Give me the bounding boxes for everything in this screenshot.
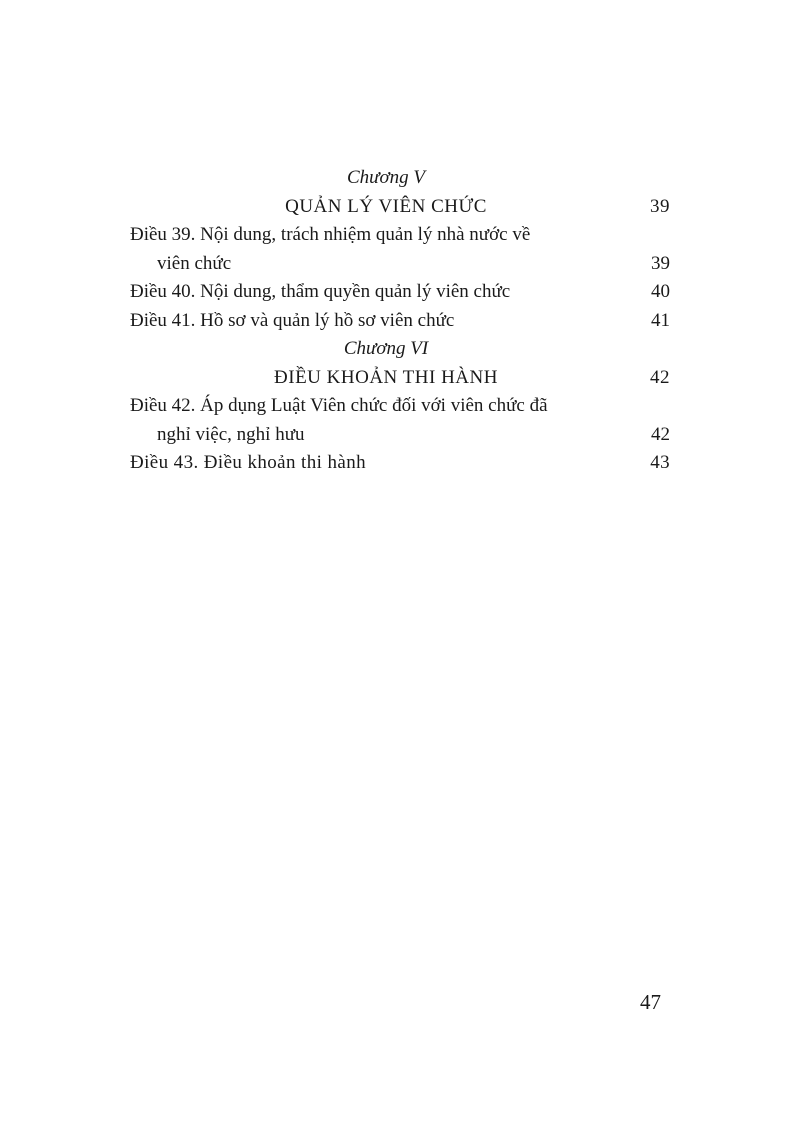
- chapter-title: [130, 364, 670, 393]
- page-ref: 43: [650, 452, 670, 473]
- chapter-label: Chương VI: [343, 338, 429, 359]
- entry-text: Điều 42. Áp dụng Luật Viên chức đối với viên chức đã: [130, 395, 548, 416]
- toc-entry: [130, 278, 670, 307]
- toc-entry: [130, 449, 670, 478]
- toc-entry-continuation: [130, 421, 670, 450]
- page-number: 47: [640, 990, 661, 1014]
- toc-entry: [130, 392, 670, 421]
- page-ref: 39: [651, 252, 670, 274]
- toc-entry-continuation: [130, 250, 670, 279]
- entry-text: Điều 43. Điều khoản thi hành: [130, 452, 366, 473]
- entry-text: Điều 40. Nội dung, thẩm quyền quản lý viên chức: [130, 281, 511, 302]
- chapter-label: Chương V: [346, 167, 426, 188]
- page-ref: 40: [651, 281, 670, 302]
- chapter-title-text: QUẢN LÝ VIÊN CHỨC: [285, 195, 487, 217]
- chapter-title-text: ĐIỀU KHOẢN THI HÀNH: [274, 366, 498, 388]
- entry-text: nghỉ việc, nghỉ hưu: [157, 423, 305, 445]
- page-ref: 41: [651, 309, 670, 331]
- entry-text: viên chức: [157, 252, 232, 274]
- page-ref: 42: [651, 423, 670, 445]
- table-of-contents: [130, 164, 670, 478]
- page-ref: 42: [650, 366, 670, 388]
- toc-entry: [130, 221, 670, 250]
- toc-entry: [130, 307, 670, 336]
- entry-text: Điều 41. Hồ sơ và quản lý hồ sơ viên chức: [130, 309, 455, 331]
- page-ref: 39: [650, 195, 670, 217]
- chapter-title: [130, 193, 670, 222]
- entry-text: Điều 39. Nội dung, trách nhiệm quản lý nhà nước về: [130, 224, 531, 245]
